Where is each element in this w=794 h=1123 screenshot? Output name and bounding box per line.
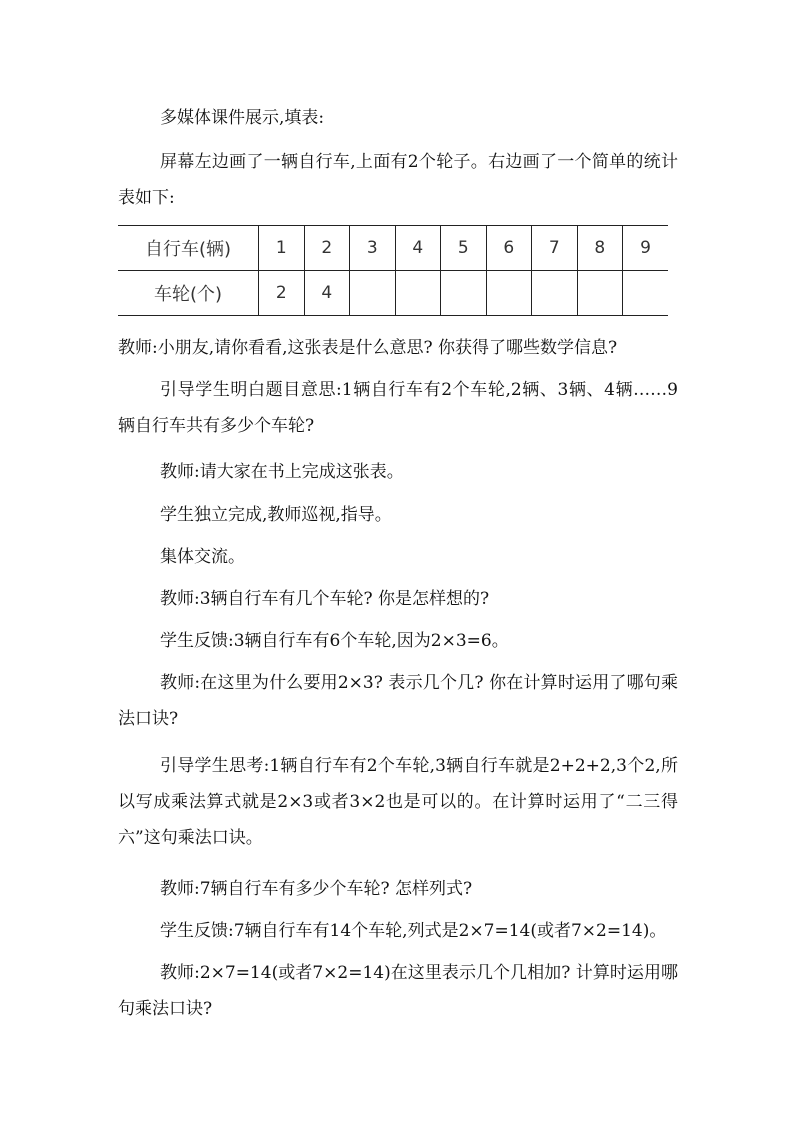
- table-cell: 4: [395, 226, 441, 271]
- bicycle-wheel-table: [118, 225, 668, 316]
- table-cell: 9: [623, 226, 669, 271]
- paragraph-guide-thinking: 引导学生思考:1辆自行车有2个车轮,3辆自行车就是2+2+2,3个2,所以写成乘法算式就是2×3或者3×2也是可以的。在计算时运用了“二三得六”这句乘法口诀。: [118, 756, 678, 848]
- table-row: [118, 271, 668, 316]
- paragraph-teacher-meaning: 教师:2×7=14(或者7×2=14)在这里表示几个几相加? 计算时运用哪句乘法口诀?: [118, 963, 678, 1019]
- table-row: [118, 226, 668, 271]
- paragraph-teacher-three-bikes: 教师:3辆自行车有几个车轮? 你是怎样想的?: [160, 589, 490, 609]
- paragraph-teacher-instruction: 教师:请大家在书上完成这张表。: [160, 462, 404, 482]
- paragraph-student-feedback-2: 学生反馈:7辆自行车有14个车轮,列式是2×7=14(或者7×2=14)。: [160, 921, 667, 941]
- table-cell: 2: [304, 226, 350, 271]
- table-cell: [395, 271, 441, 316]
- table-cell: [350, 271, 396, 316]
- table-cell: 7: [532, 226, 578, 271]
- paragraph-screen-description: 屏幕左边画了一辆自行车,上面有2个轮子。右边画了一个简单的统计表如下:: [118, 152, 678, 208]
- table-cell: 1: [259, 226, 305, 271]
- table-cell: 5: [441, 226, 487, 271]
- paragraph-guide-meaning: 引导学生明白题目意思:1辆自行车有2个车轮,2辆、3辆、4辆……9辆自行车共有多少个车轮?: [118, 380, 678, 436]
- table-cell: 4: [304, 271, 350, 316]
- table-cell: [486, 271, 532, 316]
- row-header-wheels: 车轮(个): [118, 271, 259, 316]
- paragraph-teacher-why: 教师:在这里为什么要用2×3? 表示几个几? 你在计算时运用了哪句乘法口诀?: [118, 673, 678, 729]
- table-cell: [441, 271, 487, 316]
- table-cell: 2: [259, 271, 305, 316]
- paragraph-teacher-question: 教师:小朋友,请你看看,这张表是什么意思? 你获得了哪些数学信息?: [118, 338, 618, 358]
- table-cell: 6: [486, 226, 532, 271]
- table-cell: 3: [350, 226, 396, 271]
- paragraph-intro: 多媒体课件展示,填表:: [160, 108, 325, 128]
- table-cell: 8: [577, 226, 623, 271]
- paragraph-group-discussion: 集体交流。: [160, 547, 245, 567]
- table-cell: [532, 271, 578, 316]
- table-cell: [623, 271, 669, 316]
- paragraph-student-feedback-1: 学生反馈:3辆自行车有6个车轮,因为2×3=6。: [160, 631, 509, 651]
- paragraph-teacher-seven-bikes: 教师:7辆自行车有多少个车轮? 怎样列式?: [160, 879, 473, 899]
- table-cell: [577, 271, 623, 316]
- row-header-bicycles: 自行车(辆): [118, 226, 259, 271]
- paragraph-students-complete: 学生独立完成,教师巡视,指导。: [160, 505, 392, 525]
